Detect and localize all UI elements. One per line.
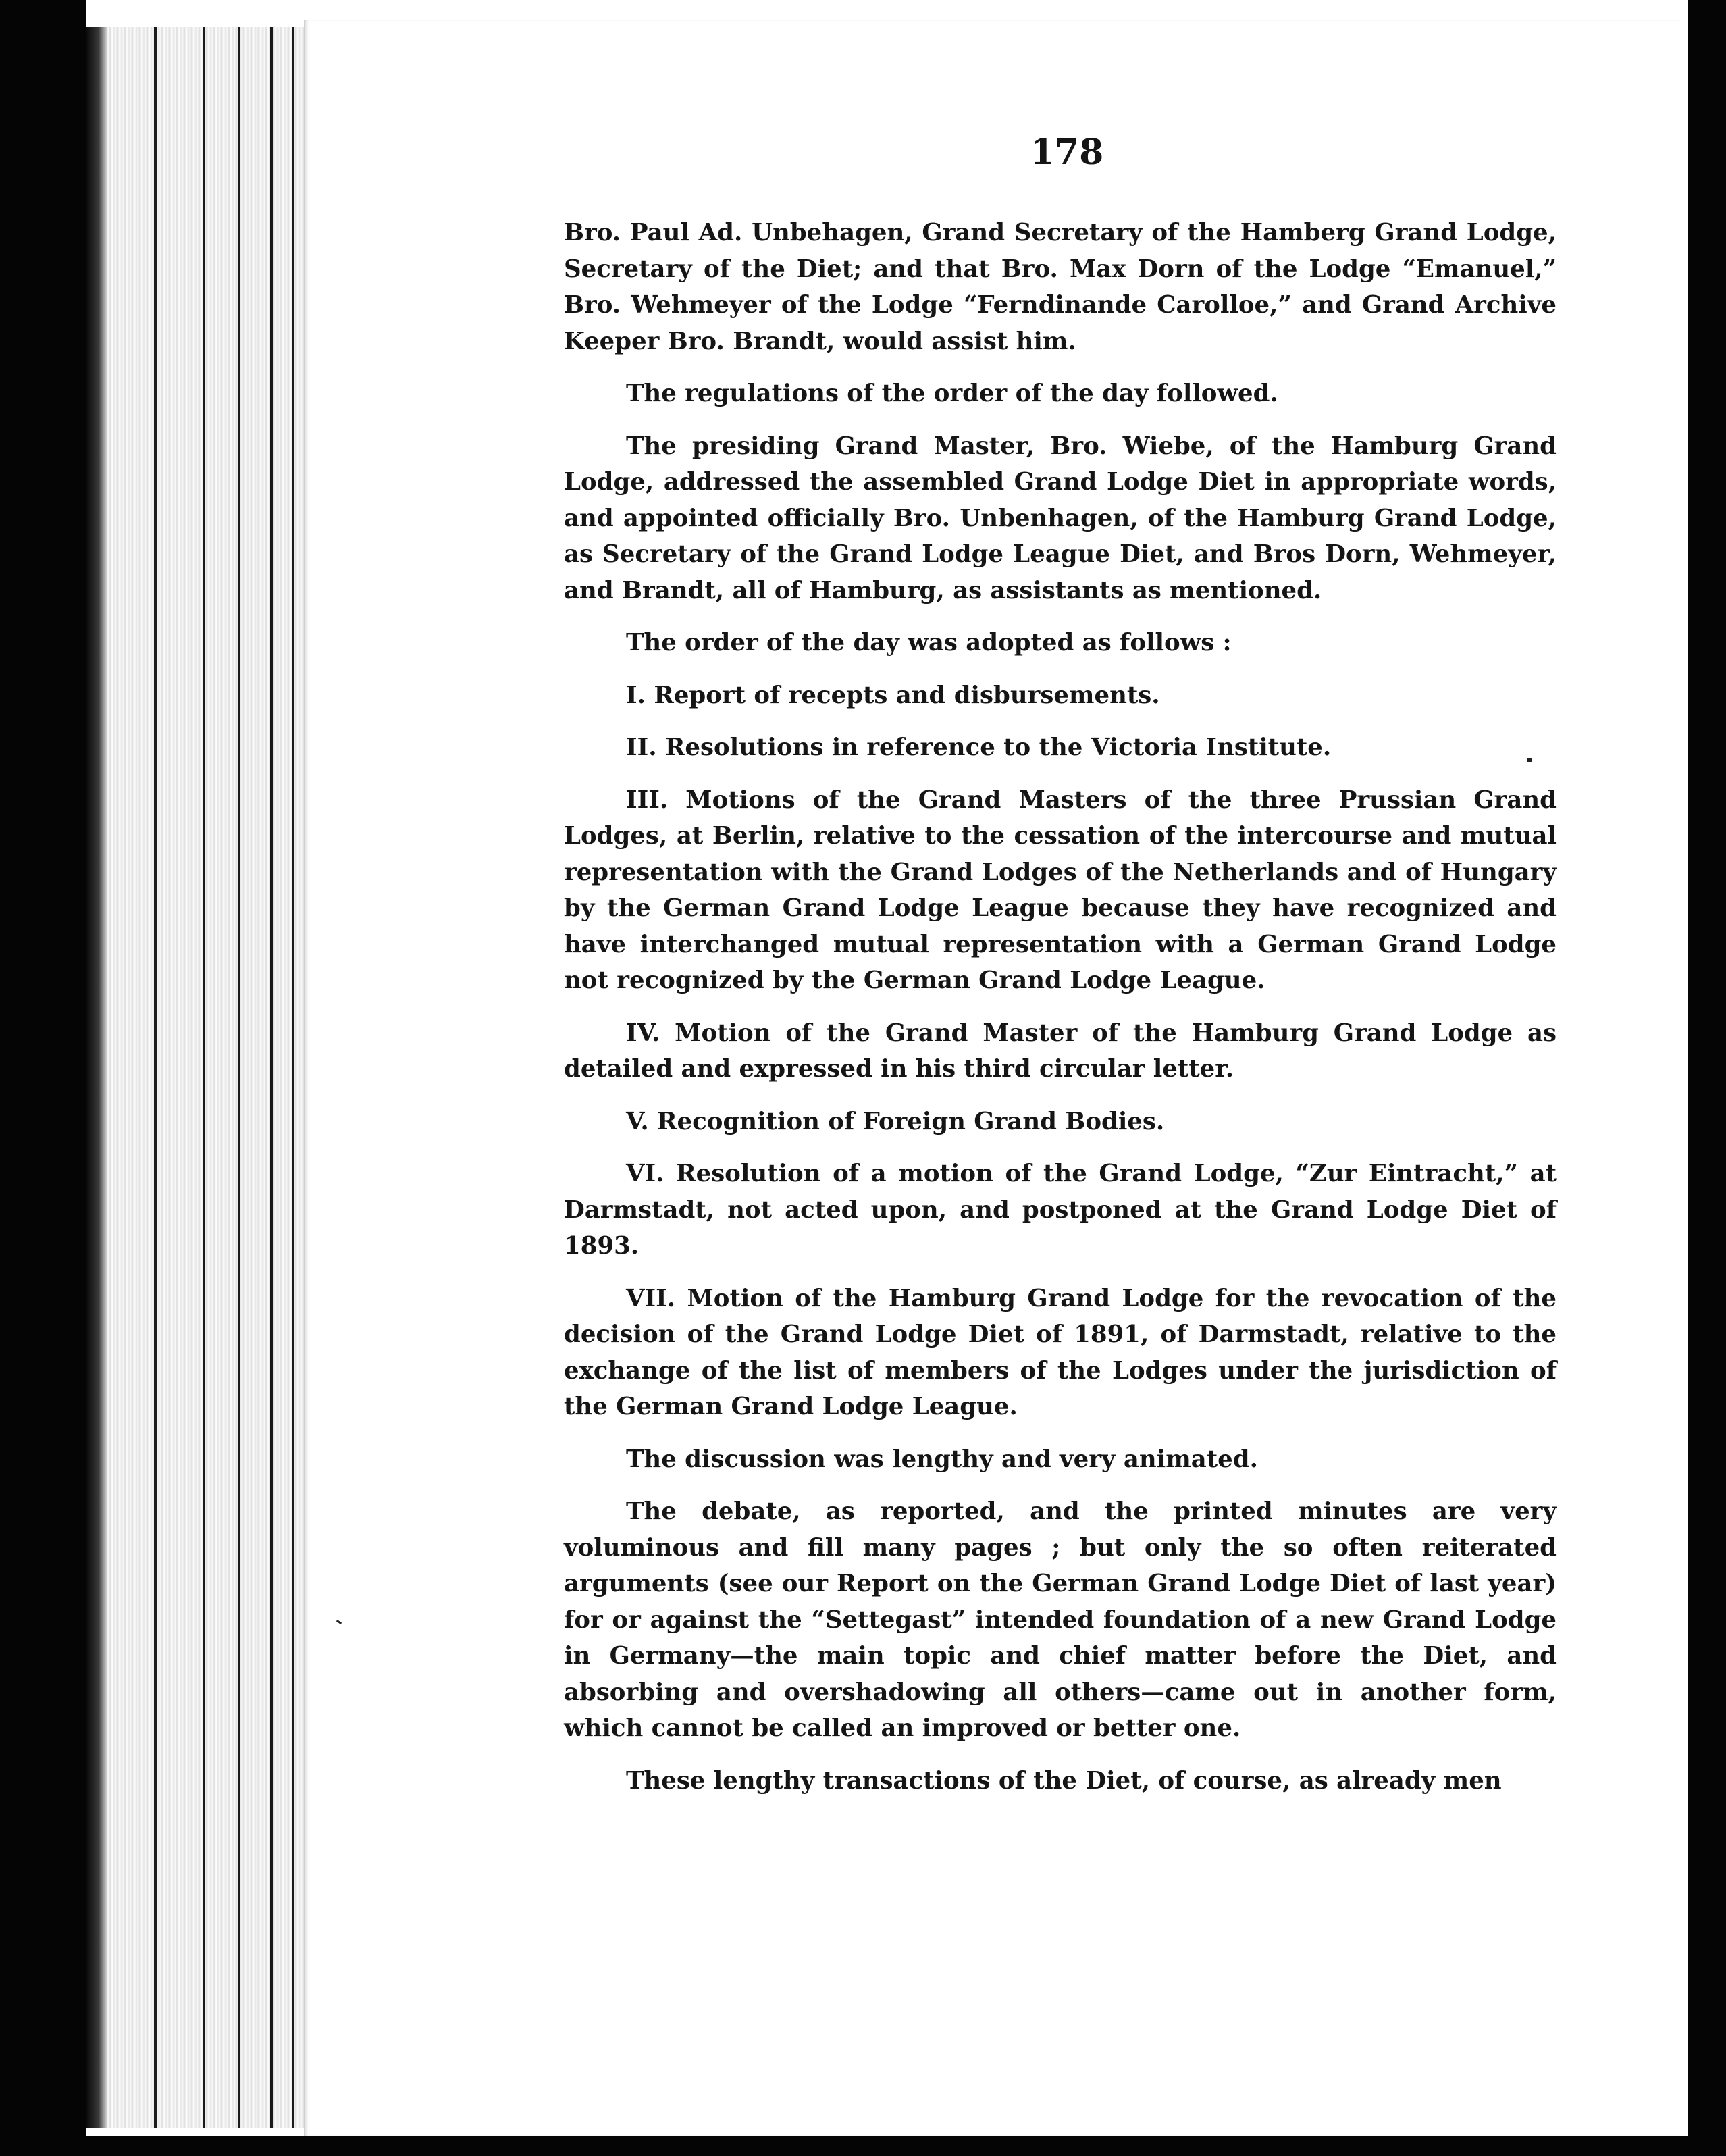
page-number: 178 (1030, 132, 1104, 173)
agenda-item: IV. Motion of the Grand Master of the Hamburg Grand Lodge as detailed and expressed in his third circular letter. (564, 1019, 1557, 1083)
paragraph: The order of the day was adopted as follows : (626, 629, 1232, 657)
scan-border-bottom (0, 2136, 1726, 2156)
paragraph: The presiding Grand Master, Bro. Wiebe, of the Hamburg Grand Lodge, addressed the assembled Grand Lodge Diet in appropriate words, and appointed officially Bro. Unbenhagen, of the Hamburg Grand Lodge, as Secretary of the Grand Lodge League Diet, and Bros Dorn, Wehmeyer, and Brandt, all of Hamburg, as assistants as mentioned. (564, 432, 1557, 605)
page-body-text (564, 215, 1557, 1815)
page-edge-line (270, 27, 273, 2128)
paragraph: The discussion was lengthy and very animated. (626, 1445, 1258, 1473)
page-edge-line (203, 27, 205, 2128)
agenda-item: II. Resolutions in reference to the Victoria Institute. (626, 734, 1332, 761)
paragraph: The debate, as reported, and the printed minutes are very voluminous and fill many pages ; but only the so often reiterated arguments (see our Report on the German Grand Lodge Diet of last year) for or against the “Settegast” intended foundation of a new Grand Lodge in Germany—the main topic and chief matter before the Diet, and absorbing and overshadowing all others—came out in another form, which cannot be called an improved or better one. (564, 1497, 1557, 1742)
page-edge-line (292, 27, 294, 2128)
paragraph: The regulations of the order of the day followed. (626, 380, 1278, 407)
agenda-item: III. Motions of the Grand Masters of the three Prussian Grand Lodges, at Berlin, relative to the cessation of the intercourse and mutual representation with the Grand Lodges of the Netherlands and of Hungary by the German Grand Lodge League because they have recognized and have interchanged mutual representation with a German Grand Lodge not recognized by the German Grand Lodge League. (564, 786, 1557, 994)
agenda-item: V. Recognition of Foreign Grand Bodies. (626, 1107, 1165, 1135)
scan-border-left (0, 0, 86, 2156)
scan-speck (1527, 758, 1532, 762)
book-spine-shadow (86, 27, 107, 2128)
agenda-item: I. Report of recepts and disbursements. (626, 681, 1160, 709)
scan-border-right (1688, 0, 1726, 2156)
page-edge-line (238, 27, 240, 2128)
agenda-item: VII. Motion of the Hamburg Grand Lodge for the revocation of the decision of the Grand Lodge Diet of 1891, of Darmstadt, relative to the exchange of the list of members of the Lodges under the jurisdiction of the German Grand Lodge League. (564, 1284, 1557, 1420)
paragraph: These lengthy transactions of the Diet, of course, as already men (626, 1766, 1502, 1795)
agenda-item: VI. Resolution of a motion of the Grand Lodge, “Zur Eintracht,” at Darmstadt, not acted upon, and postponed at the Grand Lodge Diet of 1893. (564, 1160, 1557, 1260)
paragraph: Bro. Paul Ad. Unbehagen, Grand Secretary of the Hamberg Grand Lodge, Secretary of the Diet; and that Bro. Max Dorn of the Lodge “Emanuel,” Bro. Wehmeyer of the Lodge “Ferndinande Carolloe,” and Grand Archive Keeper Bro. Brandt, would assist him. (564, 219, 1557, 355)
page-edge-line (154, 27, 157, 2128)
